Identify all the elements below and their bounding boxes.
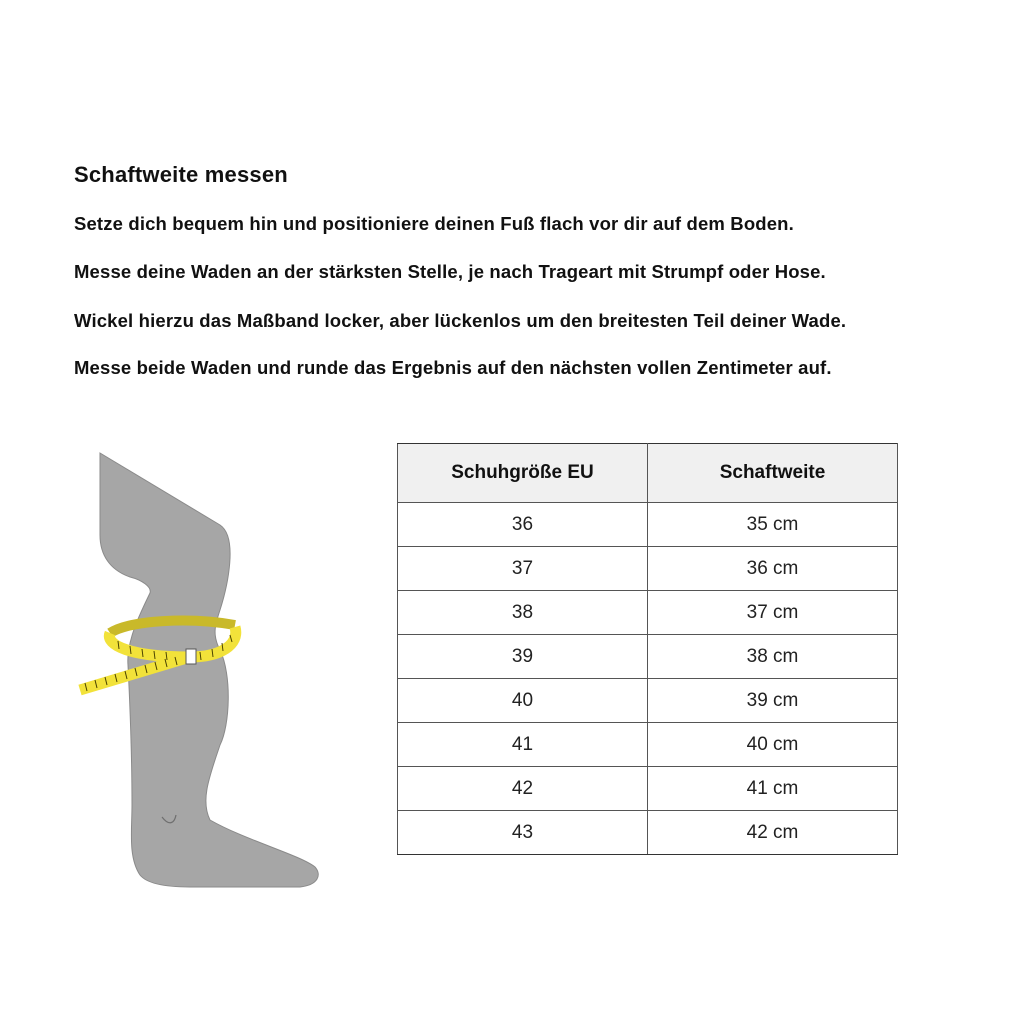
instruction-line-4: Messe beide Waden und runde das Ergebnis auf den nächsten vollen Zentimeter auf.	[74, 357, 832, 378]
shaft-width-cell: 37 cm	[648, 591, 898, 635]
table-row	[398, 591, 898, 635]
shaft-width-cell: 36 cm	[648, 547, 898, 591]
table-row	[398, 767, 898, 811]
shaft-width-cell: 38 cm	[648, 635, 898, 679]
table-row	[398, 679, 898, 723]
shaft-width-cell: 42 cm	[648, 811, 898, 855]
column-header-shaft-width: Schaftweite	[648, 444, 898, 503]
shaft-width-cell: 35 cm	[648, 503, 898, 547]
shoe-size-cell: 41	[398, 723, 648, 767]
shoe-size-cell: 42	[398, 767, 648, 811]
instruction-line-1: Setze dich bequem hin und positioniere deinen Fuß flach vor dir auf dem Boden.	[74, 213, 794, 234]
shaft-width-cell: 40 cm	[648, 723, 898, 767]
tape-buckle	[186, 649, 196, 664]
shoe-size-cell: 38	[398, 591, 648, 635]
shaft-width-cell: 41 cm	[648, 767, 898, 811]
page-title: Schaftweite messen	[74, 162, 288, 187]
table-row	[398, 503, 898, 547]
shoe-size-cell: 43	[398, 811, 648, 855]
instruction-line-3: Wickel hierzu das Maßband locker, aber lückenlos um den breitesten Teil deiner Wade.	[74, 310, 847, 331]
table-row	[398, 547, 898, 591]
size-table	[397, 443, 898, 855]
table-row	[398, 723, 898, 767]
instruction-line-2: Messe deine Waden an der stärksten Stelle, je nach Trageart mit Strumpf oder Hose.	[74, 261, 826, 282]
column-header-shoe-size: Schuhgröße EU	[398, 444, 648, 503]
leg-measuring-illustration	[70, 445, 330, 895]
shaft-width-cell: 39 cm	[648, 679, 898, 723]
table-row	[398, 811, 898, 855]
shoe-size-cell: 40	[398, 679, 648, 723]
shoe-size-cell: 36	[398, 503, 648, 547]
shoe-size-cell: 39	[398, 635, 648, 679]
table-header-row	[398, 444, 898, 503]
table-row	[398, 635, 898, 679]
shoe-size-cell: 37	[398, 547, 648, 591]
